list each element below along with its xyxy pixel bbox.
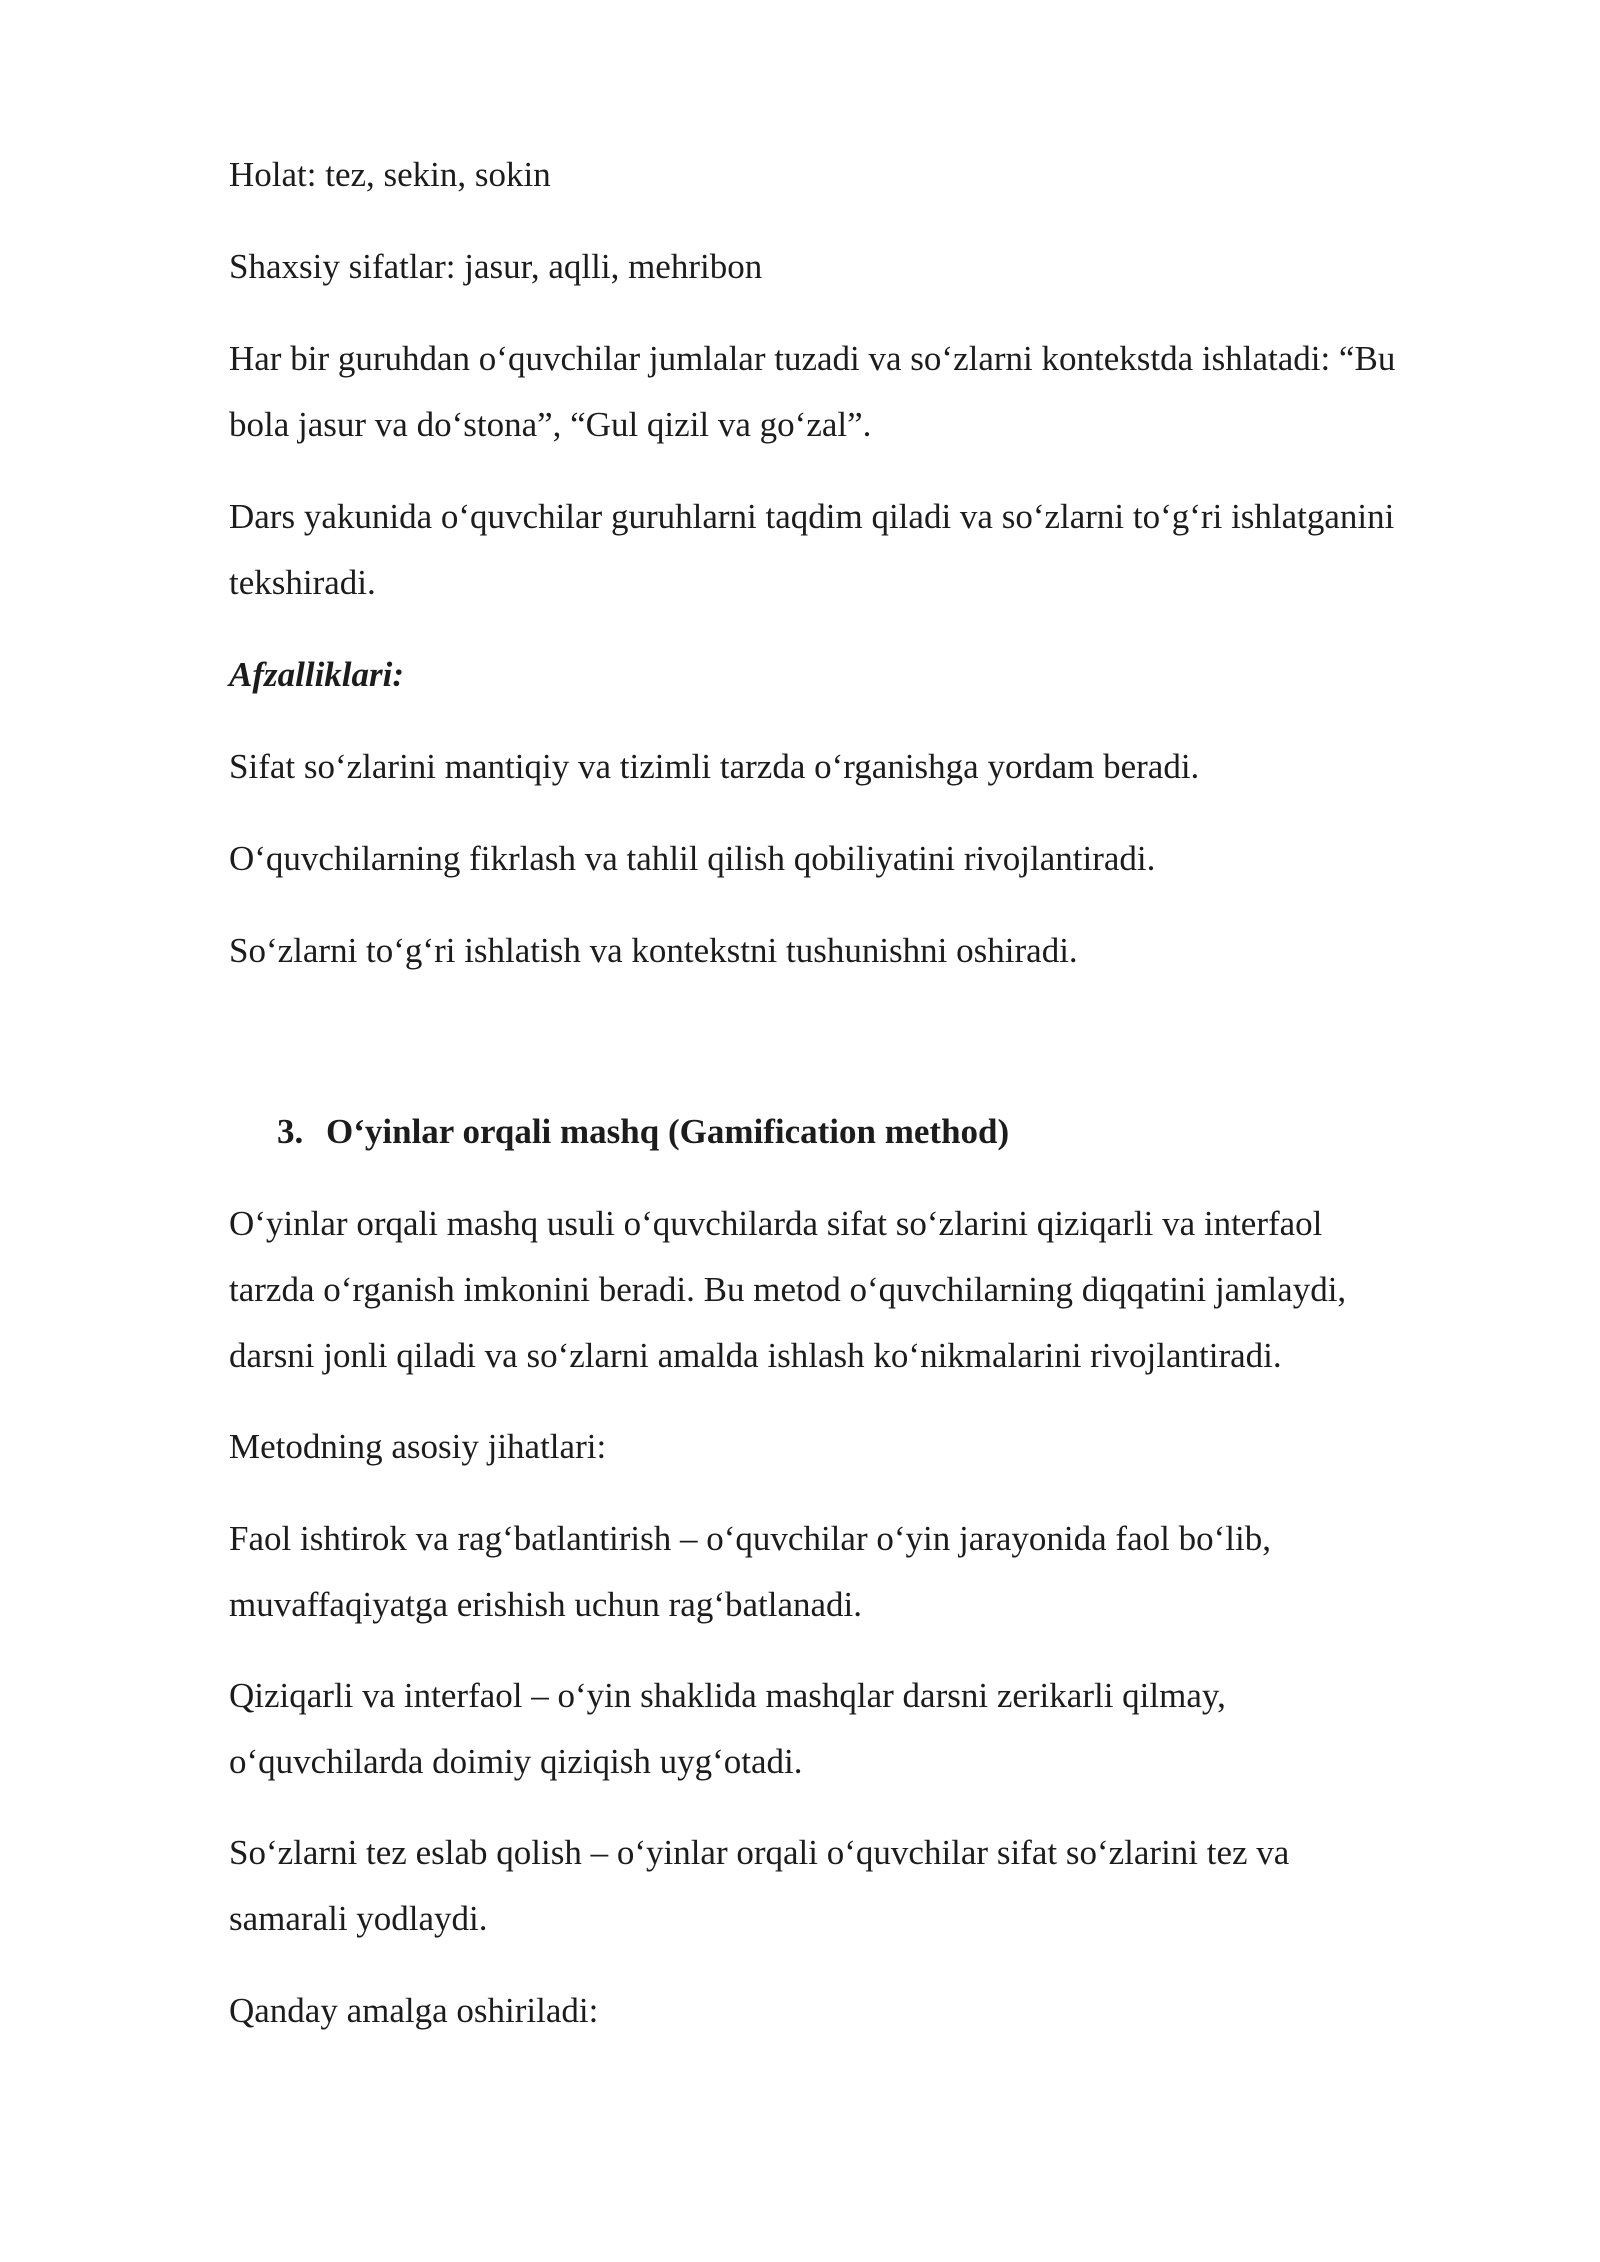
text-line: Dars yakunida o‘quvchilar guruhlarni taqdim qiladi va so‘zlarni to‘g‘ri ishlatganini	[229, 497, 1395, 536]
paragraph-shaxsiy-sifatlar	[229, 234, 1499, 300]
section-title: O‘yinlar orqali mashq (Gamification method)	[326, 1112, 1010, 1151]
paragraph-advantage-1	[229, 734, 1499, 800]
paragraph-holat	[229, 142, 1499, 208]
afzalliklari-heading	[229, 642, 1499, 708]
text-line: samarali yodlaydi.	[229, 1899, 488, 1938]
paragraph-dars-yakunida	[229, 484, 1499, 616]
text-line: o‘quvchilarda doimiy qiziqish uyg‘otadi.	[229, 1742, 803, 1781]
paragraph-tez-eslab	[229, 1820, 1499, 1952]
text-line: O‘quvchilarning fikrlash va tahlil qilish qobiliyatini rivojlantiradi.	[229, 839, 1156, 878]
text-line: tekshiradi.	[229, 563, 376, 602]
paragraph-qiziqarli	[229, 1663, 1499, 1795]
section-number: 3.	[277, 1112, 304, 1151]
text-line: tarzda o‘rganish imkonini beradi. Bu metod o‘quvchilarning diqqatini jamlaydi,	[229, 1270, 1347, 1309]
text-line: So‘zlarni to‘g‘ri ishlatish va kontekstni tushunishni oshiradi.	[229, 931, 1078, 970]
text-line: So‘zlarni tez eslab qolish – o‘yinlar orqali o‘quvchilar sifat so‘zlarini tez va	[229, 1833, 1290, 1872]
text-line: O‘yinlar orqali mashq usuli o‘quvchilarda sifat so‘zlarini qiziqarli va interfaol	[229, 1204, 1323, 1243]
paragraph-gamification-intro	[229, 1191, 1499, 1389]
text-line: Qiziqarli va interfaol – o‘yin shaklida mashqlar darsni zerikarli qilmay,	[229, 1676, 1226, 1715]
text-line: darsni jonli qiladi va so‘zlarni amalda ishlash ko‘nikmalarini rivojlantiradi.	[229, 1336, 1282, 1375]
text-line: Afzalliklari:	[229, 655, 405, 694]
text-line: bola jasur va do‘stona”, “Gul qizil va go‘zal”.	[229, 405, 872, 444]
text-line: Qanday amalga oshiriladi:	[229, 1991, 599, 2030]
paragraph-advantage-3	[229, 918, 1499, 984]
text-line: Shaxsiy sifatlar: jasur, aqlli, mehribon	[229, 247, 763, 286]
paragraph-qanday-amalga	[229, 1978, 1499, 2044]
paragraph-faol-ishtirok	[229, 1506, 1499, 1638]
text-line: Holat: tez, sekin, sokin	[229, 155, 551, 194]
text-line: Metodning asosiy jihatlari:	[229, 1427, 607, 1466]
section-heading	[277, 1099, 1009, 1165]
paragraph-guruh-jumlalar	[229, 326, 1499, 458]
paragraph-advantage-2	[229, 826, 1499, 892]
text-line: muvaffaqiyatga erishish uchun rag‘batlanadi.	[229, 1585, 863, 1624]
text-line: Har bir guruhdan o‘quvchilar jumlalar tuzadi va so‘zlarni kontekstda ishlatadi: “Bu	[229, 339, 1396, 378]
text-line: Sifat so‘zlarini mantiqiy va tizimli tarzda o‘rganishga yordam beradi.	[229, 747, 1200, 786]
paragraph-asosiy-jihatlari	[229, 1414, 1499, 1480]
text-line: Faol ishtirok va rag‘batlantirish – o‘quvchilar o‘yin jarayonida faol bo‘lib,	[229, 1519, 1271, 1558]
